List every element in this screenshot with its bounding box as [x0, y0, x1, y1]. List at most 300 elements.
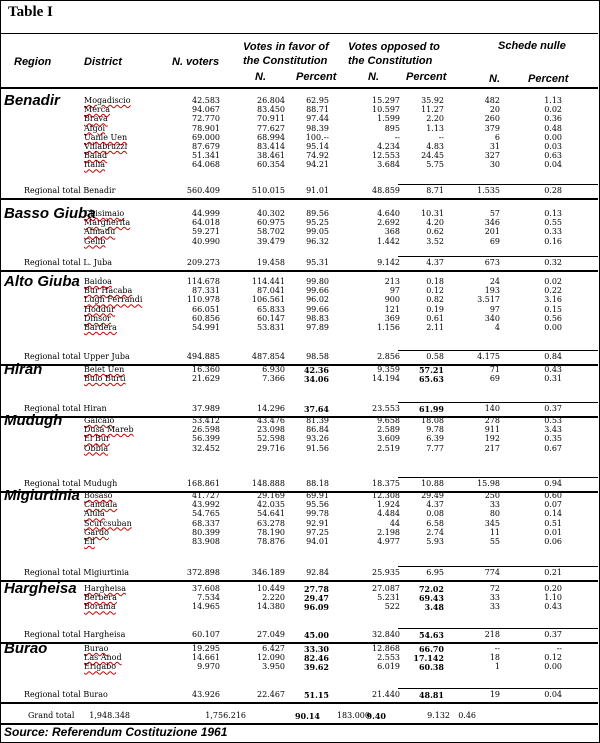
cell-favor-n: 38.461 [257, 151, 285, 161]
cell-null-n: 11 [489, 527, 500, 537]
cell-voters: 26.598 [192, 425, 220, 435]
cell-voters: 54.991 [192, 323, 220, 332]
cell-opposed-percent: 17.142 [413, 653, 444, 664]
cell-opposed-percent: 2.74 [426, 527, 444, 537]
cell-favor-n: 106.561 [251, 295, 285, 305]
cell-null-n: 33 [489, 500, 500, 510]
cell-null-percent: 0.02 [544, 277, 562, 286]
cell-voters: 560.409 [186, 186, 220, 195]
header-district: District [84, 56, 122, 68]
cell-opposed-percent: 5.93 [426, 537, 444, 546]
cell-district: Obbia [84, 443, 109, 453]
cell-voters: 59.271 [192, 227, 220, 237]
region-separator [0, 198, 598, 200]
cell-district: Regional total L. Juba [24, 258, 113, 267]
cell-null-percent: 0.16 [544, 236, 562, 246]
cell-null-percent: 0.13 [544, 209, 562, 218]
header-null-n: N. [489, 73, 500, 85]
cell-favor-n: 39.479 [257, 236, 285, 246]
cell-favor-percent: 100.-- [305, 132, 329, 142]
cell-null-percent: 0.63 [544, 151, 562, 161]
cell-opposed-percent: 0.82 [426, 295, 444, 305]
header-null: Schede nulle [498, 40, 566, 52]
cell-opposed-percent: 0.18 [426, 277, 444, 286]
cell-null-percent: -- [556, 644, 562, 653]
cell-favor-n: 77.627 [257, 123, 285, 133]
cell-voters: 80.399 [192, 527, 220, 537]
cell-district: Lugh Ferrandi [84, 295, 143, 305]
cell-opposed-percent: 0.61 [426, 313, 444, 323]
header-top-rule [0, 33, 598, 34]
cell-null-n: 192 [484, 434, 500, 444]
cell-favor-n: 346.189 [251, 568, 285, 577]
cell-favor-n: 510.015 [251, 186, 285, 195]
cell-opposed-percent: 2.11 [426, 323, 444, 332]
table-row [0, 444, 598, 454]
cell-district: Regional total Mudugh [24, 479, 118, 488]
cell-opposed-n: 369 [384, 313, 400, 323]
grand-cell-favor-percent: 90.14 [294, 711, 320, 721]
cell-opposed-percent: 0.08 [426, 509, 444, 519]
cell-district: Italia [84, 160, 106, 170]
header-favor: Votes in favor of the Constitution [243, 41, 329, 67]
cell-null-n: 1 [494, 662, 500, 672]
cell-opposed-percent: 10.88 [421, 479, 444, 488]
cell-opposed-percent: 0.62 [426, 227, 444, 237]
cell-favor-percent: 69.91 [306, 491, 329, 500]
cell-opposed-percent: 54.63 [418, 630, 444, 640]
region-name: Alto Giuba [4, 273, 80, 290]
cell-opposed-n: 97 [389, 286, 400, 296]
region-name: Benadir [4, 92, 60, 109]
cell-favor-percent: 95.31 [306, 258, 329, 267]
cell-null-n: 482 [484, 96, 500, 105]
cell-null-percent: 0.00 [544, 662, 562, 672]
cell-null-percent: 0.12 [544, 653, 562, 663]
cell-opposed-n: 1.442 [377, 236, 400, 246]
cell-opposed-n: 18.375 [372, 479, 400, 488]
cell-opposed-n: 44 [389, 518, 400, 528]
cell-voters: 54.765 [192, 509, 220, 519]
header-favor-n: N. [255, 71, 266, 83]
cell-district: Regional total Migiurtinia [24, 568, 130, 577]
cell-null-percent: 0.67 [544, 443, 562, 453]
cell-opposed-percent: 10.31 [421, 209, 444, 218]
cell-null-n: 327 [484, 151, 500, 161]
grand-total-row [0, 711, 598, 721]
cell-favor-n: 14.296 [257, 404, 285, 413]
cell-opposed-n: 1.924 [377, 500, 400, 510]
cell-favor-percent: 37.64 [303, 404, 329, 414]
cell-favor-n: 63.278 [257, 518, 285, 528]
cell-favor-percent: 81.39 [306, 416, 329, 425]
cell-null-n: 379 [484, 123, 500, 133]
cell-favor-percent: 97.25 [306, 527, 329, 537]
cell-null-n: 4.175 [477, 352, 500, 361]
cell-favor-percent: 96.02 [306, 295, 329, 305]
cell-null-percent: 0.35 [544, 434, 562, 444]
cell-opposed-percent: 2.20 [426, 114, 444, 124]
cell-favor-percent: 99.80 [306, 277, 329, 286]
cell-opposed-n: 121 [384, 304, 400, 314]
cell-voters: 72.770 [192, 114, 220, 124]
cell-district: Borama [84, 602, 116, 612]
cell-null-percent: 0.51 [544, 518, 562, 528]
cell-favor-n: 43.476 [257, 416, 285, 425]
cell-favor-percent: 86.84 [306, 425, 329, 435]
cell-null-n: 71 [489, 365, 500, 374]
cell-voters: 37.989 [192, 404, 220, 413]
cell-voters: 87.679 [192, 142, 220, 151]
cell-opposed-n: 4.484 [377, 509, 400, 519]
cell-district: Afgoi [84, 123, 106, 133]
cell-favor-percent: 62.95 [306, 96, 329, 105]
cell-null-percent: 1.10 [544, 593, 562, 603]
cell-null-percent: 0.00 [544, 132, 562, 142]
region-name: Basso Giuba [4, 205, 96, 222]
cell-opposed-percent: 4.37 [426, 258, 444, 267]
cell-opposed-n: 2.519 [377, 443, 400, 453]
cell-voters: 44.999 [192, 209, 220, 218]
cell-voters: 9.970 [197, 662, 220, 672]
subtotal-rule [398, 350, 598, 351]
cell-district: Merca [84, 105, 110, 115]
cell-favor-percent: 27.78 [303, 584, 329, 594]
cell-null-n: 774 [484, 568, 500, 577]
cell-favor-percent: 42.36 [303, 365, 329, 375]
region-name: Burao [4, 640, 48, 657]
cell-favor-percent: 45.00 [303, 630, 329, 640]
cell-voters: 209.273 [186, 258, 220, 267]
cell-favor-percent: 88.18 [306, 479, 329, 488]
cell-voters: 56.399 [192, 434, 220, 444]
cell-voters: 42.583 [192, 96, 220, 105]
cell-favor-percent: 74.92 [306, 151, 329, 161]
cell-opposed-percent: 4.83 [426, 142, 444, 151]
cell-favor-n: 27.049 [257, 630, 285, 639]
grand-cell-opposed-percent: 9.40 [366, 711, 386, 721]
cell-district: Chisimaio [84, 209, 125, 218]
cell-district: Gardo [84, 527, 109, 537]
cell-opposed-percent: 3.48 [424, 602, 444, 613]
cell-voters: 7.534 [197, 593, 220, 603]
cell-favor-n: 78.190 [257, 527, 285, 537]
cell-opposed-n: 32.840 [372, 630, 400, 639]
regional-total-row [0, 404, 598, 414]
cell-favor-n: 7.366 [262, 374, 285, 384]
cell-opposed-n: 48.859 [372, 186, 400, 195]
cell-null-percent: 0.04 [544, 160, 562, 170]
cell-null-n: 218 [484, 630, 500, 639]
cell-favor-percent: 94.21 [306, 160, 329, 170]
cell-favor-percent: 33.30 [303, 644, 329, 654]
table-row [0, 374, 598, 384]
cell-district: Dusa Mareb [84, 425, 134, 435]
cell-opposed-n: 4.977 [377, 537, 400, 546]
cell-null-n: 193 [484, 286, 500, 296]
cell-voters: 83.908 [192, 537, 220, 546]
cell-district: Burao [84, 644, 109, 653]
cell-district: Bur Hacaba [84, 286, 133, 296]
cell-null-n: 260 [484, 114, 500, 124]
cell-favor-n: 83.414 [257, 142, 285, 151]
cell-null-n: 33 [489, 602, 500, 612]
cell-district: Galcaio [84, 416, 115, 425]
cell-voters: 372.898 [186, 568, 220, 577]
cell-opposed-n: 1.156 [377, 323, 400, 332]
cell-favor-percent: 96.32 [306, 236, 329, 246]
cell-null-percent: 0.14 [544, 509, 562, 519]
cell-favor-percent: 89.56 [306, 209, 329, 218]
cell-opposed-percent: 6.95 [426, 568, 444, 577]
cell-district: Balad [84, 151, 108, 161]
cell-favor-n: 78.876 [257, 537, 285, 546]
cell-favor-n: 70.911 [257, 114, 285, 124]
cell-opposed-n: 15.297 [372, 96, 400, 105]
cell-voters: 40.990 [192, 236, 220, 246]
cell-opposed-n: 27.087 [372, 584, 400, 593]
cell-district: Regional total Hargheisa [24, 630, 126, 639]
cell-favor-n: 2.220 [262, 593, 285, 603]
cell-null-n: 278 [484, 416, 500, 425]
cell-null-percent: 0.43 [544, 602, 562, 612]
cell-district: Hoddur [84, 304, 116, 314]
cell-favor-percent: 98.39 [306, 123, 329, 133]
cell-district: Belet Uen [84, 365, 125, 374]
subtotal-rule [398, 402, 598, 403]
cell-favor-percent: 82.46 [303, 653, 329, 664]
header-null-percent: Percent [528, 73, 569, 85]
cell-null-percent: 0.84 [544, 352, 562, 361]
cell-null-n: 30 [489, 160, 500, 170]
cell-favor-n: 6.930 [262, 365, 285, 374]
cell-null-percent: 0.37 [544, 630, 562, 639]
cell-favor-n: 6.427 [262, 644, 285, 653]
cell-null-n: 673 [484, 258, 500, 267]
cell-opposed-percent: 1.13 [426, 123, 444, 133]
subtotal-rule [398, 628, 598, 629]
cell-null-percent: 0.55 [544, 218, 562, 228]
header-opposed-percent: Percent [406, 71, 447, 83]
cell-opposed-n: 2.553 [377, 653, 400, 663]
cell-favor-percent: 99.66 [306, 286, 329, 296]
cell-district: Mogadiscio [84, 96, 131, 105]
cell-favor-percent: 92.84 [306, 568, 329, 577]
cell-null-percent: 3.16 [544, 295, 562, 305]
cell-district: Las Anod [84, 653, 122, 663]
cell-opposed-percent: 7.77 [426, 443, 444, 453]
cell-opposed-percent: 61.99 [418, 404, 444, 414]
cell-voters: 64.018 [192, 218, 220, 228]
header-bottom-rule [0, 87, 598, 89]
cell-opposed-percent: 4.20 [426, 218, 444, 228]
cell-null-n: 4 [494, 323, 500, 332]
cell-favor-n: 65.833 [257, 304, 285, 314]
region-name: Migiurtinia [4, 487, 80, 504]
cell-voters: 94.067 [192, 105, 220, 115]
header-opposed: Votes opposed to the Constitution [348, 41, 440, 67]
regional-total-row [0, 352, 598, 362]
cell-favor-n: 54.641 [257, 509, 285, 519]
cell-voters: 21.629 [192, 374, 220, 384]
cell-null-n: -- [494, 644, 500, 653]
grand-cell-district: Grand total [28, 711, 75, 720]
cell-favor-n: 29.716 [257, 443, 285, 453]
cell-opposed-n: 522 [384, 602, 400, 612]
cell-null-percent: 0.94 [544, 479, 562, 488]
cell-district: Villabruzzi [84, 142, 128, 151]
region-name: Hiran [4, 361, 43, 378]
cell-favor-percent: 91.01 [306, 186, 329, 195]
cell-opposed-n: 9.658 [377, 416, 400, 425]
cell-null-n: 3.517 [477, 295, 500, 305]
cell-null-n: 6 [494, 132, 500, 142]
cell-null-percent: 3.43 [544, 425, 562, 435]
cell-opposed-n: 25.935 [372, 568, 400, 577]
cell-voters: 19.295 [192, 644, 220, 653]
cell-district: Bulo Burti [84, 374, 126, 384]
cell-opposed-percent: 6.58 [426, 518, 444, 528]
region-separator [0, 270, 598, 272]
cell-district: Afmadu [84, 227, 116, 237]
cell-opposed-n: 3.609 [377, 434, 400, 444]
cell-opposed-percent: 48.81 [418, 690, 444, 700]
cell-favor-percent: 96.09 [303, 602, 329, 613]
cell-null-n: 346 [484, 218, 500, 228]
cell-opposed-percent: 69.43 [418, 593, 444, 604]
cell-opposed-n: 895 [384, 123, 400, 133]
cell-favor-percent: 95.25 [306, 218, 329, 228]
cell-opposed-n: 5.231 [377, 593, 400, 603]
cell-null-n: 69 [489, 374, 500, 384]
cell-voters: 69.000 [192, 132, 220, 142]
cell-null-percent: 0.37 [544, 404, 562, 413]
cell-favor-n: 42.035 [257, 500, 285, 510]
cell-district: Bardera [84, 323, 117, 332]
cell-district: Gelib [84, 236, 106, 246]
cell-favor-percent: 99.05 [306, 227, 329, 237]
cell-null-n: 97 [489, 304, 500, 314]
cell-opposed-percent: -- [438, 132, 444, 142]
cell-null-percent: 0.01 [544, 527, 562, 537]
cell-voters: 41.727 [192, 491, 220, 500]
cell-null-n: 57 [489, 209, 500, 218]
cell-null-percent: 0.33 [544, 227, 562, 237]
grand-cell-voters: 1,948.348 [89, 711, 130, 720]
cell-opposed-percent: 57.21 [418, 365, 444, 375]
cell-favor-n: 53.831 [257, 323, 285, 332]
cell-district: Bosaso [84, 491, 113, 500]
cell-district: Brava [84, 114, 108, 124]
cell-favor-n: 60.354 [257, 160, 285, 170]
cell-favor-n: 114.441 [251, 277, 285, 286]
cell-null-percent: 0.22 [544, 286, 562, 296]
cell-voters: 32.452 [192, 443, 220, 453]
regional-total-row [0, 258, 598, 268]
subtotal-rule [398, 688, 598, 689]
cell-voters: 43.926 [192, 690, 220, 699]
cell-opposed-n: 3.684 [377, 160, 400, 170]
cell-favor-n: 22.467 [257, 690, 285, 699]
cell-opposed-n: 6.019 [377, 662, 400, 672]
cell-opposed-n: 900 [384, 295, 400, 305]
cell-favor-percent: 98.58 [306, 352, 329, 361]
header-region: Region [14, 56, 52, 68]
cell-favor-percent: 34.06 [303, 374, 329, 385]
cell-opposed-n: -- [394, 132, 400, 142]
cell-opposed-percent: 72.02 [418, 584, 444, 594]
cell-voters: 51.341 [192, 151, 220, 161]
grand-cell-favor-n: 1,756.216 [205, 711, 246, 720]
cell-opposed-percent: 11.27 [421, 105, 444, 115]
cell-favor-n: 29.169 [257, 491, 285, 500]
cell-opposed-n: 1.599 [377, 114, 400, 124]
cell-district: Regional total Hiran [24, 404, 107, 413]
cell-null-n: 18 [489, 653, 500, 663]
cell-voters: 78.901 [192, 123, 220, 133]
cell-null-percent: 0.36 [544, 114, 562, 124]
cell-district: Baidoa [84, 277, 112, 286]
region-name: Hargheisa [4, 580, 77, 597]
grand-cell-null-percent: 0.46 [458, 711, 476, 720]
cell-voters: 60.856 [192, 313, 220, 323]
cell-district: Margherita [84, 218, 131, 228]
cell-null-n: 15.98 [477, 479, 500, 488]
cell-opposed-percent: 18.08 [421, 416, 444, 425]
cell-null-percent: 0.02 [544, 105, 562, 115]
subtotal-rule [398, 566, 598, 567]
cell-opposed-n: 12.308 [372, 491, 400, 500]
regional-total-row [0, 630, 598, 640]
cell-opposed-n: 10.597 [372, 105, 400, 115]
region-separator [0, 580, 598, 582]
cell-null-percent: 0.03 [544, 142, 562, 151]
cell-opposed-percent: 24.45 [421, 151, 444, 161]
header-voters: N. voters [172, 56, 220, 68]
cell-opposed-percent: 60.38 [418, 662, 444, 673]
cell-district: Scurcsuban [84, 518, 132, 528]
table-row [0, 537, 598, 547]
region-separator [0, 702, 598, 704]
cell-opposed-percent: 0.12 [426, 286, 444, 296]
cell-favor-percent: 99.66 [306, 304, 329, 314]
regional-total-row [0, 568, 598, 578]
cell-opposed-n: 9.142 [377, 258, 400, 267]
cell-district: Alula [84, 509, 105, 519]
cell-favor-percent: 51.15 [303, 690, 329, 700]
cell-opposed-n: 2.198 [377, 527, 400, 537]
cell-voters: 66.051 [192, 304, 220, 314]
cell-voters: 16.360 [192, 365, 220, 374]
cell-district: Regional total Upper Juba [24, 352, 130, 361]
cell-opposed-n: 2.589 [377, 425, 400, 435]
table-row [0, 160, 598, 170]
table-row [0, 237, 598, 247]
table-title: Table I [8, 4, 53, 20]
cell-voters: 168.861 [186, 479, 220, 488]
cell-null-percent: 0.28 [544, 186, 562, 195]
cell-null-percent: 0.43 [544, 365, 562, 374]
cell-null-n: 1.535 [477, 186, 500, 195]
cell-favor-n: 487.854 [251, 352, 285, 361]
cell-null-percent: 0.60 [544, 491, 562, 500]
cell-district: Erigabo [84, 662, 117, 672]
cell-voters: 60.107 [192, 630, 220, 639]
table-row [0, 662, 598, 672]
header-favor-percent: Percent [296, 71, 337, 83]
cell-opposed-percent: 5.75 [426, 160, 444, 170]
cell-favor-n: 60.147 [257, 313, 285, 323]
